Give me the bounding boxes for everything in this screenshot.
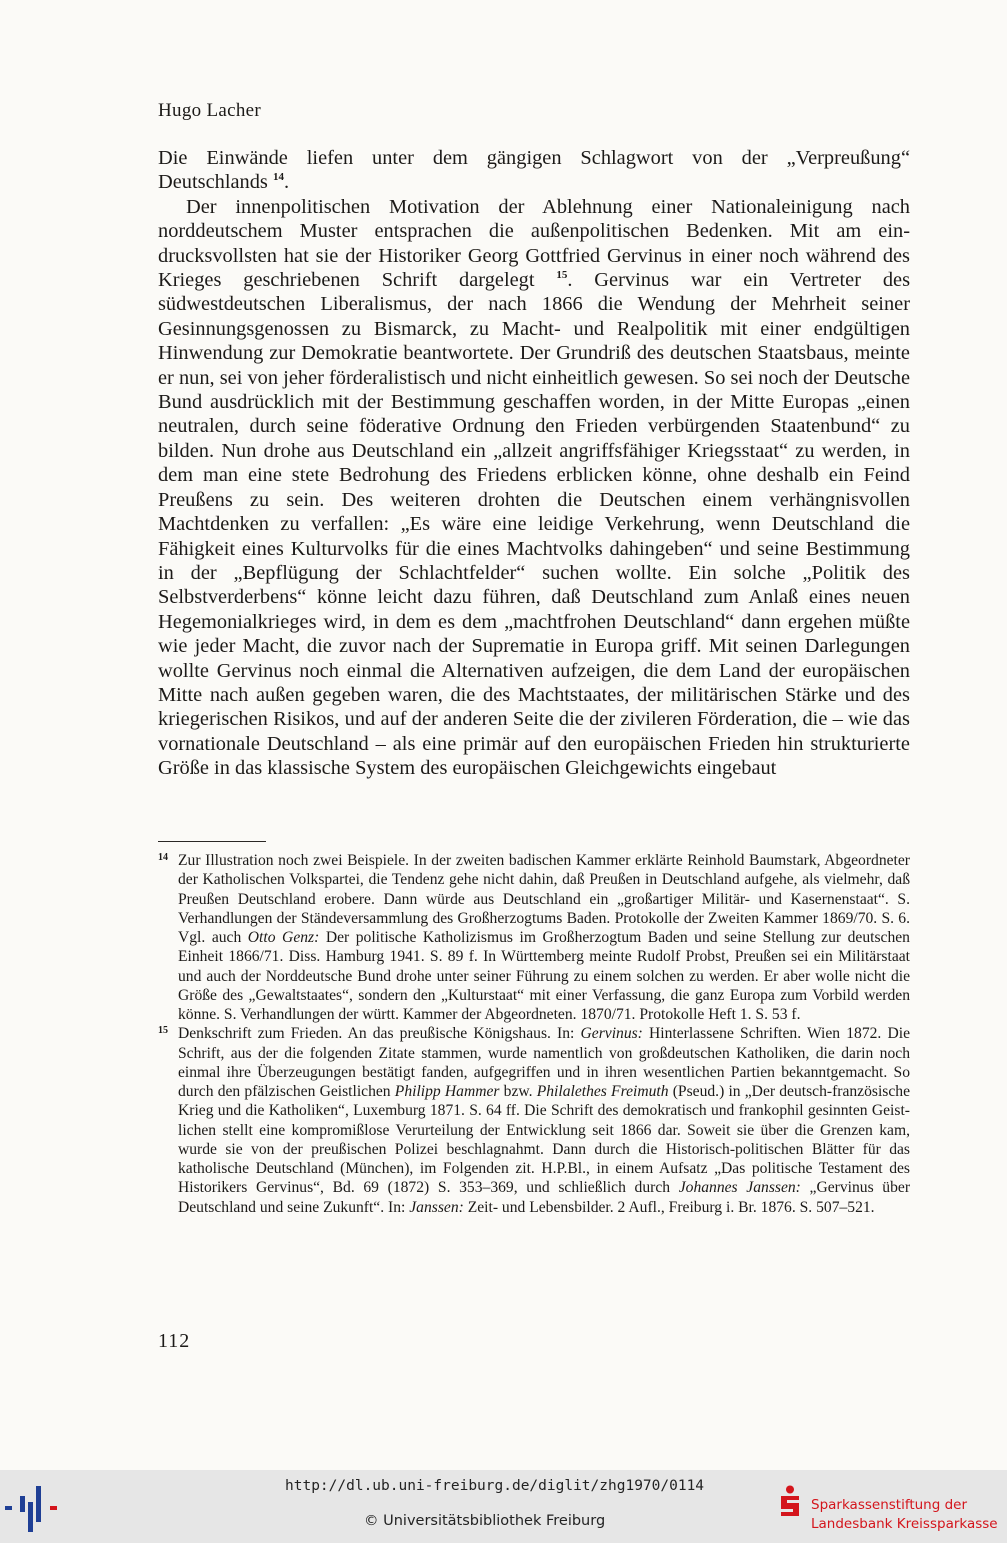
footnote-separator <box>158 841 266 842</box>
footnote-15-text-4: (Pseud.) in „Der deutsch-französische Krieg und die Katholiken“, Luxemburg 1871. S. 64 ff. Die Schrift des demokratisch und frankophil gesinnten Geistlichen stellt eine kompromißlose Verurteilung der Entwicklung seit 1866 dar. Soweit sie über die Grenzen kam, wurde sie von der preußischen Polizei beschlagnahmt. Dann durch die Historisch-politischen Blätter für das katholische Deutschland (München), im Folgenden zit. H.P.Bl., in einem Aufsatz „Das politische Testament des Historikers Gervinus“, Bd. 69 (1872) S. 353–369, und schließlich durch <box>178 1083 910 1197</box>
footnote-14 <box>158 851 910 1024</box>
footnote-14-text-2: Der politische Katholizismus im Großherzogtum Baden und seine Stellung zur deutschen Einheit 1866/71. Diss. Hamburg 1941. S. 89 f. In Württemberg meinte Rudolf Probst, Preußen sei ein Militärstaat und auch der Norddeutsche Bund drohe unter seiner Führung zu einem solchen zu werden. Er aber wolle nicht die Größe des „Gewaltstaates“, sondern den „Kulturstaat“ mit einer Verfassung, die ganz Europa zum Vorbild werden könne. S. Verhandlungen der württ. Kammer der Abgeordneten. 1870/71. Protokolle Heft 1. S. 53 f. <box>178 929 910 1023</box>
footnote-14-author: Otto Genz: <box>247 929 320 946</box>
permalink-url[interactable]: http://dl.ub.uni-freiburg.de/diglit/zhg1970/0114 <box>285 1478 705 1494</box>
running-head: Hugo Lacher <box>158 100 262 121</box>
footnote-15 <box>158 1024 910 1217</box>
sponsor-logo[interactable] <box>778 1484 1003 1532</box>
copyright-notice: © Universitätsbibliothek Freiburg <box>364 1513 606 1529</box>
footnote-15-text-5: „Gervinus über Deutschland und seine Zukunft“. In: <box>178 1179 911 1216</box>
paragraph-2-part-2: . Gervinus war ein Vertreter des südwestdeutschen Liberalismus, der nach 1866 die Wendung der Mehrheit seiner Gesinnungsgenossen zu Bismarck, zu Macht- und Realpolitik mit einer endgültigen Hinwendung zur Demokratie beantwortete. Der Grundriß des deutschen Staatsbaus, meinte er nun, sei von jeher förderalistisch und nicht einheitlich gewesen. So sei noch der Deutsche Bund ausdrücklich mit der Bestimmung geschaffen worden, in der Mitte Europas „einen neutralen, durch seine föderative Ordnung den Frieden verbürgenden Staatenbund“ zu bilden. Nun drohe aus Deutschland ein „allzeit angriffsfähiger Kriegsstaat“ zu werden, in dem man eine stete Bedrohung des Friedens erblicken könne, ohne deshalb ein Feind Preußens zu sein. Des weiteren drohten die Deutschen einem verhängnisvollen Machtdenken zu verfallen: „Es wäre eine leidige Verkehrung, wenn Deutschland die Fähigkeit eines Kulturvolks für die eines Machtvolks dahingeben“ und seine Bestimmung in der „Bepflügung der Schlachtfelder“ suchen wollte. Ein solche „Politik des Selbstverderbens“ könne leicht dazu führen, daß Deutschland zum Anlaß eines neuen Hegemonialkrieges wird, in dem es dem „machtfrohen Deutschland“ dann ergehen müßte wie jeder Macht, die zuvor nach der Suprematie in Europa griff. Mit seinen Darlegungen wollte Gervinus noch einmal die Alternativen aufzeigen, die dem Land der europäischen Mitte nach außen gegeben waren, die des Machtstaates, der militärischen Stärke und des kriegerischen Risikos, und auf der anderen Seite die der zivileren Förderation, die – wie das vornationale Deutschland – als eine primär auf den europäischen Frieden hin strukturierte Größe in das klassische System des europäischen Gleichgewichts eingebaut <box>158 269 910 780</box>
page-number: 112 <box>158 1330 191 1352</box>
paragraph-2 <box>158 195 910 781</box>
viewer-footer <box>0 1470 1007 1543</box>
footnote-15-author-1: Gervinus: <box>580 1025 643 1043</box>
footnote-15-author-3: Philalethes Freimuth <box>536 1083 669 1100</box>
footnote-15-text-1: Denkschrift zum Frieden. An das preußische Königshaus. In: <box>178 1025 581 1043</box>
footnote-15-text-6: Zeit- und Lebensbilder. 2 Aufl., Freiburg i. Br. 1876. S. 507–521. <box>463 1198 875 1216</box>
footnote-15-number: 15 <box>158 1025 168 1037</box>
footnote-14-number: 14 <box>158 852 168 863</box>
sponsor-name-line-1: Sparkassenstiftung der <box>811 1497 968 1513</box>
footnote-15-author-2: Philipp Hammer <box>394 1083 500 1100</box>
footnote-15-text-3: bzw. <box>499 1083 537 1100</box>
paragraph-1 <box>158 146 910 195</box>
paragraph-1-text: Die Einwände liefen unter dem gängigen Schlagwort von der „Verpreußung“ Deutschlands <box>158 147 910 194</box>
main-text <box>158 146 910 781</box>
footnote-15-text-2: Hinterlassene Schriften. Wien 1872. Die Schrift, aus der die folgenden Zitate stammen, wurde namentlich von großdeutschen Katholiken, die darin noch einmal ihre Überzeugungen bestätigt fanden, aufgegriffen und in ihren wesentlichen Partien bekanntgemacht. So durch den pfälzischen Geistlichen <box>178 1025 910 1100</box>
footnote-ref-15[interactable]: 15 <box>556 269 568 282</box>
sponsor-name-line-2: Landesbank Kreissparkasse <box>811 1516 998 1532</box>
footnote-14-text-1: Zur Illustration noch zwei Beispiele. In der zweiten badischen Kammer erklärte Reinhold Baumstark, Abgeordneter der Katholischen Volkspartei, die Tendenz gehe nicht dahin, daß Preußen in Deutschland aufgehe, als vielmehr, daß Preußen Deutschland erobere. Dann würde aus Deutschland ein „großartiger Militär- und Kasernenstaat“. S. Verhandlungen der Ständeversammlung des Großherzogtums Baden. Protokolle der Zweiten Kammer 1869/70. S. 6. Vgl. auch <box>178 852 910 946</box>
paragraph-2-part-1: Der innenpolitischen Motivation der Ablehnung einer Nationaleinigung nach norddeutschem Muster entsprachen die außenpolitischen Bedenken. Mit am eindrucksvollsten hat sie der Historiker Georg Gottfried Gervinus in einer noch während des Krieges geschriebenen Schrift dargelegt <box>158 195 910 292</box>
footnote-ref-14[interactable]: 14 <box>272 171 284 184</box>
paragraph-1-end: . <box>283 171 290 194</box>
footnote-15-author-4: Johannes Janssen: <box>678 1179 801 1197</box>
footnotes <box>158 851 910 1217</box>
footnote-15-author-5: Janssen: <box>409 1198 464 1216</box>
sparkasse-s-icon <box>778 1485 802 1517</box>
ub-freiburg-logo-icon[interactable] <box>0 1482 70 1532</box>
